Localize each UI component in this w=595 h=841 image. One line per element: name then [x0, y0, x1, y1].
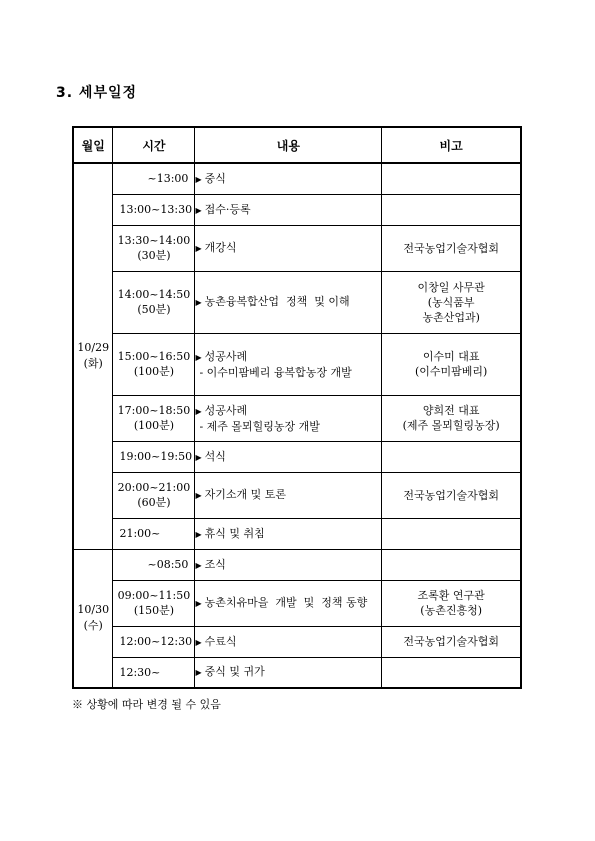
time-text: 20:00~21:00 — [117, 481, 191, 494]
time-cell — [113, 333, 195, 395]
note-text: (제주 몰뫼힐링농장) — [402, 419, 500, 432]
note-text: (농촌진흥청) — [420, 604, 482, 617]
table-row — [73, 333, 521, 395]
note-cell — [382, 271, 521, 333]
note-text: (농식품부 — [427, 295, 475, 309]
time-cell — [113, 163, 195, 194]
note-cell — [382, 333, 521, 395]
content-text: 성공사례 — [204, 403, 248, 417]
header-note: 비고 — [382, 127, 521, 163]
triangle-bullet-icon: ▶ — [195, 298, 202, 307]
triangle-bullet-icon: ▶ — [195, 491, 202, 500]
table-row — [73, 580, 521, 626]
time-text: 12:00~12:30 — [119, 635, 193, 648]
note-cell — [382, 225, 521, 271]
note-text: 전국농업기술자협회 — [403, 635, 499, 648]
content-text: 농촌융복합산업 정책 및 이해 — [204, 295, 350, 308]
note-cell — [382, 626, 521, 657]
duration-text: (30분) — [137, 249, 171, 262]
note-text: 양희전 대표 — [422, 404, 480, 417]
table-row — [73, 395, 521, 441]
content-cell — [195, 626, 382, 657]
content-cell — [195, 271, 382, 333]
time-text: ~13:00 — [147, 172, 189, 186]
content-cell — [195, 549, 382, 580]
time-text: 13:30~14:00 — [117, 234, 191, 247]
time-text: 12:30~ — [119, 665, 161, 679]
time-text: 13:00~13:30 — [119, 203, 193, 216]
note-cell — [382, 518, 521, 549]
date-cell-day2 — [73, 549, 113, 688]
duration-text: (100분) — [133, 419, 175, 432]
content-cell — [195, 657, 382, 688]
content-text: 중식 및 귀가 — [204, 665, 265, 679]
time-cell — [113, 472, 195, 518]
table-row — [73, 626, 521, 657]
content-cell — [195, 395, 382, 441]
table-row — [73, 549, 521, 580]
table-row — [73, 518, 521, 549]
time-cell — [113, 549, 195, 580]
content-subtext: - 제주 몰뫼힐링농장 개발 — [199, 419, 320, 433]
triangle-bullet-icon: ▶ — [195, 560, 202, 570]
time-text: 21:00~ — [119, 527, 161, 540]
content-cell — [195, 194, 382, 225]
table-row — [73, 271, 521, 333]
header-date: 월일 — [73, 127, 113, 163]
content-text: 조식 — [204, 557, 226, 571]
note-text: 농촌산업과) — [422, 310, 480, 324]
table-row — [73, 225, 521, 271]
time-cell — [113, 518, 195, 549]
note-cell — [382, 441, 521, 472]
time-cell — [113, 194, 195, 225]
note-cell — [382, 194, 521, 225]
content-text: 휴식 및 취침 — [204, 526, 265, 540]
duration-text: (150분) — [133, 604, 175, 617]
triangle-bullet-icon: ▶ — [195, 668, 202, 678]
header-time: 시간 — [113, 127, 195, 163]
duration-text: (50분) — [137, 303, 171, 316]
content-text: 접수·등록 — [204, 202, 251, 216]
note-text: 조록환 연구관 — [417, 589, 485, 602]
time-cell — [113, 580, 195, 626]
schedule-table — [72, 126, 522, 689]
header-content: 내용 — [195, 127, 382, 163]
note-cell — [382, 657, 521, 688]
note-cell — [382, 549, 521, 580]
note-text: 이수미 대표 — [422, 350, 480, 363]
time-cell — [113, 395, 195, 441]
time-text: 19:00~19:50 — [119, 450, 193, 463]
duration-text: (100분) — [133, 365, 175, 378]
table-row — [73, 163, 521, 194]
time-text: ~08:50 — [147, 558, 189, 571]
note-text: 전국농업기술자협회 — [403, 488, 499, 502]
date-cell-day1 — [73, 163, 113, 549]
time-text: 17:00~18:50 — [117, 404, 191, 417]
content-text: 석식 — [204, 449, 226, 463]
date-text: 10/30 — [77, 603, 110, 617]
footnote: ※ 상황에 따라 변경 될 수 있음 — [72, 698, 221, 711]
note-cell — [382, 163, 521, 194]
triangle-bullet-icon: ▶ — [195, 352, 202, 362]
triangle-bullet-icon: ▶ — [195, 244, 202, 253]
content-text: 농촌치유마을 개발 및 정책 동향 — [204, 596, 368, 609]
note-text: 이창일 사무관 — [417, 280, 485, 294]
note-cell — [382, 472, 521, 518]
content-text: 중식 — [204, 171, 226, 185]
content-cell — [195, 225, 382, 271]
note-cell — [382, 580, 521, 626]
triangle-bullet-icon: ▶ — [195, 205, 202, 215]
triangle-bullet-icon: ▶ — [195, 174, 202, 184]
time-cell — [113, 271, 195, 333]
table-header-row — [73, 127, 521, 163]
triangle-bullet-icon: ▶ — [195, 529, 202, 539]
content-text: 수료식 — [204, 634, 237, 648]
content-text: 개강식 — [204, 241, 237, 254]
weekday-text: (화) — [83, 357, 103, 371]
triangle-bullet-icon: ▶ — [195, 452, 202, 462]
content-text: 자기소개 및 토론 — [204, 488, 286, 501]
content-cell — [195, 441, 382, 472]
table-row — [73, 194, 521, 225]
note-cell — [382, 395, 521, 441]
content-cell — [195, 580, 382, 626]
note-text: 전국농업기술자협회 — [403, 241, 499, 255]
time-text: 15:00~16:50 — [117, 350, 191, 363]
content-cell — [195, 333, 382, 395]
time-cell — [113, 225, 195, 271]
content-subtext: - 이수미팜베리 융복합농장 개발 — [199, 365, 352, 379]
content-cell — [195, 163, 382, 194]
time-cell — [113, 657, 195, 688]
triangle-bullet-icon: ▶ — [195, 406, 202, 416]
time-cell — [113, 441, 195, 472]
time-text: 14:00~14:50 — [117, 288, 191, 301]
table-row — [73, 472, 521, 518]
triangle-bullet-icon: ▶ — [195, 637, 202, 647]
note-text: (이수미팜베리) — [414, 365, 488, 378]
content-text: 성공사례 — [204, 349, 248, 363]
table-row — [73, 441, 521, 472]
content-cell — [195, 518, 382, 549]
weekday-text: (수) — [83, 619, 103, 633]
triangle-bullet-icon: ▶ — [195, 599, 202, 608]
table-row — [73, 657, 521, 688]
duration-text: (60분) — [137, 496, 171, 509]
time-text: 09:00~11:50 — [117, 589, 191, 602]
section-heading: 3. 세부일정 — [56, 85, 138, 101]
content-cell — [195, 472, 382, 518]
time-cell — [113, 626, 195, 657]
date-text: 10/29 — [77, 341, 110, 355]
